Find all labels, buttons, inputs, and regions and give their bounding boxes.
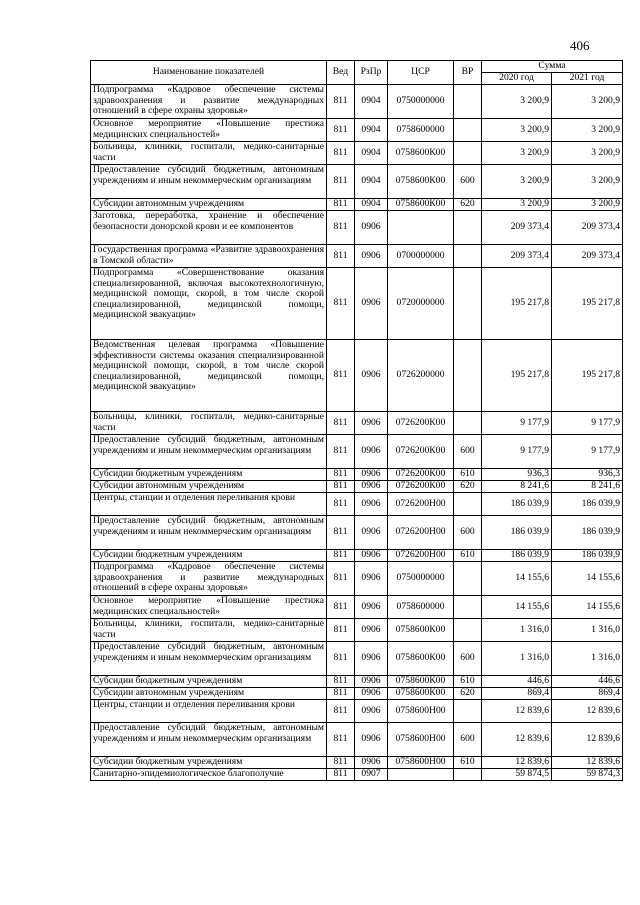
row-rzpr: 0904 (355, 165, 388, 199)
row-name: Субсидии бюджетным учреждениям (91, 757, 327, 769)
row-ved: 811 (327, 340, 355, 412)
row-sum-2020: 186 039,9 (482, 516, 552, 550)
table-row (91, 516, 623, 550)
row-sum-2021: 12 839,6 (552, 757, 623, 769)
row-sum-2021: 209 373,4 (552, 211, 623, 245)
table-row (91, 676, 623, 688)
row-ved: 811 (327, 688, 355, 700)
row-ved: 811 (327, 769, 355, 781)
row-name: Предоставление субсидий бюджетным, автономным учреждениям и иным некоммерческим организациям (91, 516, 327, 550)
row-ved: 811 (327, 469, 355, 481)
row-vr: 610 (454, 550, 482, 562)
row-rzpr: 0906 (355, 723, 388, 757)
row-vr (454, 340, 482, 412)
row-ved: 811 (327, 119, 355, 142)
row-csr: 0720000000 (388, 268, 454, 340)
row-rzpr: 0906 (355, 562, 388, 596)
row-csr: 0758600К00 (388, 165, 454, 199)
row-name: Центры, станции и отделения переливания крови (91, 700, 327, 723)
row-csr: 0726200К00 (388, 469, 454, 481)
row-rzpr: 0906 (355, 550, 388, 562)
row-vr: 620 (454, 481, 482, 493)
row-ved: 811 (327, 642, 355, 676)
row-rzpr: 0906 (355, 676, 388, 688)
row-name: Государственная программа «Развитие здравоохранения в Томской области» (91, 245, 327, 268)
row-sum-2021: 12 839,6 (552, 723, 623, 757)
table-row (91, 165, 623, 199)
row-name: Субсидии автономным учреждениям (91, 688, 327, 700)
row-ved: 811 (327, 550, 355, 562)
row-sum-2021: 186 039,9 (552, 493, 623, 516)
header-vr: ВР (454, 61, 482, 85)
row-csr: 0758600К00 (388, 619, 454, 642)
row-ved: 811 (327, 493, 355, 516)
table-row (91, 619, 623, 642)
row-rzpr: 0906 (355, 481, 388, 493)
row-csr: 0758600Н00 (388, 757, 454, 769)
row-ved: 811 (327, 245, 355, 268)
row-name: Ведомственная целевая программа «Повышение эффективности системы оказания специализированной медицинской помощи, скорой, в том числе скорой специализированной, медицинской помощи, медицинской эвакуации» (91, 340, 327, 412)
row-ved: 811 (327, 481, 355, 493)
row-sum-2021: 3 200,9 (552, 199, 623, 211)
row-rzpr: 0906 (355, 596, 388, 619)
row-name: Больницы, клиники, госпитали, медико-санитарные части (91, 142, 327, 165)
row-sum-2021: 195 217,8 (552, 340, 623, 412)
row-vr: 610 (454, 676, 482, 688)
header-csr: ЦСР (388, 61, 454, 85)
row-csr: 0758600К00 (388, 688, 454, 700)
row-vr (454, 268, 482, 340)
row-ved: 811 (327, 165, 355, 199)
table-header (91, 61, 623, 85)
row-sum-2021: 59 874,3 (552, 769, 623, 781)
table-row (91, 700, 623, 723)
row-sum-2021: 8 241,6 (552, 481, 623, 493)
row-name: Предоставление субсидий бюджетным, автономным учреждениям и иным некоммерческим организациям (91, 165, 327, 199)
row-sum-2020: 12 839,6 (482, 700, 552, 723)
row-vr: 600 (454, 642, 482, 676)
row-name: Субсидии автономным учреждениям (91, 481, 327, 493)
row-name: Больницы, клиники, госпитали, медико-санитарные части (91, 619, 327, 642)
table-row (91, 642, 623, 676)
row-vr (454, 769, 482, 781)
row-rzpr: 0906 (355, 493, 388, 516)
row-sum-2021: 12 839,6 (552, 700, 623, 723)
table-row (91, 340, 623, 412)
row-csr: 0726200К00 (388, 435, 454, 469)
row-sum-2020: 3 200,9 (482, 199, 552, 211)
table-row (91, 481, 623, 493)
row-rzpr: 0906 (355, 516, 388, 550)
row-name: Заготовка, переработка, хранение и обеспечение безопасности донорской крови и ее компонентов (91, 211, 327, 245)
row-vr (454, 493, 482, 516)
row-sum-2020: 3 200,9 (482, 142, 552, 165)
budget-table (90, 60, 623, 781)
row-name: Субсидии бюджетным учреждениям (91, 469, 327, 481)
row-csr: 0726200Н00 (388, 550, 454, 562)
row-csr: 0726200Н00 (388, 516, 454, 550)
row-sum-2020: 186 039,9 (482, 493, 552, 516)
row-sum-2021: 195 217,8 (552, 268, 623, 340)
row-name: Субсидии автономным учреждениям (91, 199, 327, 211)
row-sum-2020: 195 217,8 (482, 340, 552, 412)
row-sum-2021: 3 200,9 (552, 142, 623, 165)
table-row (91, 142, 623, 165)
row-rzpr: 0906 (355, 268, 388, 340)
row-sum-2020: 59 874,5 (482, 769, 552, 781)
row-name: Субсидии бюджетным учреждениям (91, 550, 327, 562)
row-sum-2021: 1 316,0 (552, 619, 623, 642)
row-csr: 0700000000 (388, 245, 454, 268)
row-rzpr: 0906 (355, 688, 388, 700)
table-row (91, 562, 623, 596)
row-ved: 811 (327, 268, 355, 340)
row-name: Центры, станции и отделения переливания крови (91, 493, 327, 516)
row-sum-2020: 195 217,8 (482, 268, 552, 340)
row-vr: 600 (454, 435, 482, 469)
row-sum-2020: 3 200,9 (482, 85, 552, 119)
table-row (91, 199, 623, 211)
row-rzpr: 0906 (355, 412, 388, 435)
row-vr (454, 700, 482, 723)
row-name: Предоставление субсидий бюджетным, автономным учреждениям и иным некоммерческим организациям (91, 642, 327, 676)
row-rzpr: 0906 (355, 700, 388, 723)
row-csr: 0758600Н00 (388, 700, 454, 723)
row-name: Санитарно-эпидемиологическое благополучие (91, 769, 327, 781)
row-sum-2021: 3 200,9 (552, 165, 623, 199)
row-vr (454, 412, 482, 435)
row-rzpr: 0906 (355, 211, 388, 245)
table-row (91, 688, 623, 700)
row-rzpr: 0906 (355, 435, 388, 469)
row-ved: 811 (327, 199, 355, 211)
table-row (91, 596, 623, 619)
table-row (91, 723, 623, 757)
row-sum-2021: 186 039,9 (552, 550, 623, 562)
row-ved: 811 (327, 142, 355, 165)
row-vr (454, 596, 482, 619)
row-vr: 600 (454, 723, 482, 757)
row-vr (454, 562, 482, 596)
table-body (91, 85, 623, 781)
table-row (91, 757, 623, 769)
header-year-2020: 2020 год (482, 73, 552, 85)
row-vr: 600 (454, 516, 482, 550)
row-csr: 0758600К00 (388, 142, 454, 165)
table-row (91, 85, 623, 119)
row-sum-2021: 446,6 (552, 676, 623, 688)
row-csr: 0750000000 (388, 85, 454, 119)
row-name: Подпрограмма «Кадровое обеспечение системы здравоохранения и развитие международных отношений в сфере охраны здоровья» (91, 562, 327, 596)
row-vr (454, 85, 482, 119)
row-ved: 811 (327, 700, 355, 723)
row-rzpr: 0906 (355, 642, 388, 676)
row-csr: 0758600К00 (388, 642, 454, 676)
row-sum-2020: 446,6 (482, 676, 552, 688)
row-sum-2020: 3 200,9 (482, 165, 552, 199)
row-ved: 811 (327, 619, 355, 642)
row-ved: 811 (327, 516, 355, 550)
row-rzpr: 0907 (355, 769, 388, 781)
row-sum-2020: 209 373,4 (482, 211, 552, 245)
row-ved: 811 (327, 676, 355, 688)
row-csr: 0758600К00 (388, 676, 454, 688)
row-sum-2021: 1 316,0 (552, 642, 623, 676)
row-sum-2021: 14 155,6 (552, 562, 623, 596)
row-vr: 620 (454, 199, 482, 211)
table-row (91, 119, 623, 142)
row-rzpr: 0906 (355, 340, 388, 412)
row-sum-2021: 186 039,9 (552, 516, 623, 550)
table-row (91, 493, 623, 516)
row-vr (454, 619, 482, 642)
table-row (91, 435, 623, 469)
row-sum-2020: 3 200,9 (482, 119, 552, 142)
row-sum-2020: 209 373,4 (482, 245, 552, 268)
row-vr (454, 211, 482, 245)
row-csr: 0758600000 (388, 596, 454, 619)
row-sum-2021: 936,3 (552, 469, 623, 481)
row-csr: 0758600000 (388, 119, 454, 142)
row-csr (388, 211, 454, 245)
row-csr: 0758600Н00 (388, 723, 454, 757)
table-row (91, 550, 623, 562)
row-sum-2021: 9 177,9 (552, 435, 623, 469)
row-vr (454, 119, 482, 142)
row-ved: 811 (327, 211, 355, 245)
row-sum-2021: 209 373,4 (552, 245, 623, 268)
row-csr: 0726200Н00 (388, 493, 454, 516)
header-ved: Вед (327, 61, 355, 85)
row-sum-2020: 12 839,6 (482, 723, 552, 757)
row-sum-2021: 3 200,9 (552, 85, 623, 119)
header-name: Наименование показателей (91, 61, 327, 85)
row-rzpr: 0906 (355, 245, 388, 268)
row-csr: 0726200К00 (388, 481, 454, 493)
row-rzpr: 0906 (355, 469, 388, 481)
page-number: 406 (570, 38, 590, 53)
row-name: Основное мероприятие «Повышение престижа медицинских специальностей» (91, 119, 327, 142)
row-ved: 811 (327, 596, 355, 619)
row-csr (388, 769, 454, 781)
row-rzpr: 0906 (355, 757, 388, 769)
row-rzpr: 0904 (355, 85, 388, 119)
row-csr: 0726200К00 (388, 412, 454, 435)
row-sum-2020: 869,4 (482, 688, 552, 700)
row-ved: 811 (327, 412, 355, 435)
row-sum-2020: 9 177,9 (482, 412, 552, 435)
row-sum-2020: 12 839,6 (482, 757, 552, 769)
row-vr: 600 (454, 165, 482, 199)
row-sum-2021: 3 200,9 (552, 119, 623, 142)
header-sum: Сумма (482, 61, 623, 73)
row-rzpr: 0904 (355, 199, 388, 211)
row-vr (454, 142, 482, 165)
row-sum-2020: 14 155,6 (482, 562, 552, 596)
row-vr (454, 245, 482, 268)
row-sum-2020: 14 155,6 (482, 596, 552, 619)
row-sum-2021: 869,4 (552, 688, 623, 700)
row-csr: 0726200000 (388, 340, 454, 412)
row-vr: 620 (454, 688, 482, 700)
row-vr: 610 (454, 757, 482, 769)
table-row (91, 268, 623, 340)
row-name: Субсидии бюджетным учреждениям (91, 676, 327, 688)
row-name: Основное мероприятие «Повышение престижа медицинских специальностей» (91, 596, 327, 619)
row-ved: 811 (327, 85, 355, 119)
row-ved: 811 (327, 757, 355, 769)
table-row (91, 412, 623, 435)
table-row (91, 769, 623, 781)
row-sum-2020: 936,3 (482, 469, 552, 481)
row-rzpr: 0904 (355, 119, 388, 142)
row-csr: 0750000000 (388, 562, 454, 596)
row-sum-2021: 9 177,9 (552, 412, 623, 435)
row-vr: 610 (454, 469, 482, 481)
row-name: Больницы, клиники, госпитали, медико-санитарные части (91, 412, 327, 435)
row-sum-2020: 8 241,6 (482, 481, 552, 493)
row-name: Подпрограмма «Кадровое обеспечение системы здравоохранения и развитие международных отношений в сфере охраны здоровья» (91, 85, 327, 119)
row-rzpr: 0906 (355, 619, 388, 642)
header-year-2021: 2021 год (552, 73, 623, 85)
table-row (91, 211, 623, 245)
row-sum-2020: 9 177,9 (482, 435, 552, 469)
row-name: Подпрограмма «Совершенствование оказания специализированной, включая высокотехнологичную, медицинской помощи, скорой, в том числе скорой специализированной, медицинской помощи, медицинской эвакуации» (91, 268, 327, 340)
row-csr: 0758600К00 (388, 199, 454, 211)
row-sum-2021: 14 155,6 (552, 596, 623, 619)
row-sum-2020: 186 039,9 (482, 550, 552, 562)
row-ved: 811 (327, 435, 355, 469)
row-ved: 811 (327, 723, 355, 757)
table-row (91, 245, 623, 268)
row-name: Предоставление субсидий бюджетным, автономным учреждениям и иным некоммерческим организациям (91, 723, 327, 757)
row-ved: 811 (327, 562, 355, 596)
row-sum-2020: 1 316,0 (482, 619, 552, 642)
row-sum-2020: 1 316,0 (482, 642, 552, 676)
row-rzpr: 0904 (355, 142, 388, 165)
table-row (91, 469, 623, 481)
row-name: Предоставление субсидий бюджетным, автономным учреждениям и иным некоммерческим организациям (91, 435, 327, 469)
header-rzpr: РзПр (355, 61, 388, 85)
